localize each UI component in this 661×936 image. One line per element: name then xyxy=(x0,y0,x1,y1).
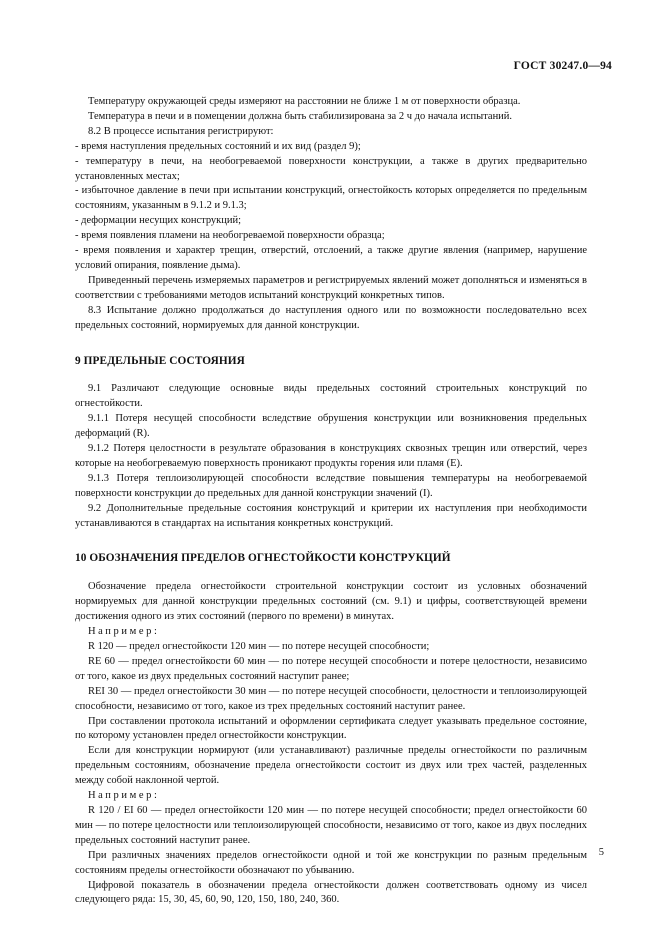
example-label: Например: xyxy=(88,626,160,638)
document-body xyxy=(75,95,587,908)
list-item: - деформации несущих конструкций; xyxy=(75,215,242,227)
paragraph: 8.2 В процессе испытания регистрируют: xyxy=(88,125,274,137)
list-item: - избыточное давление в печи при испытании конструкций, огнестойкость которых определяется по предельным состояниям, указанным в 9.1.2 и 9.1.3; xyxy=(75,185,587,212)
paragraph: Температуру окружающей среды измеряют на расстоянии не ближе 1 м от поверхности образца. xyxy=(88,96,521,107)
paragraph: REI 30 — предел огнестойкости 30 мин — по потере несущей способности, целостности и теплоизолирующей способности, независимо от того, какое из трех предельных состояний наступит ранее. xyxy=(75,685,587,712)
paragraph: R 120 — предел огнестойкости 120 мин — по потере несущей способности; xyxy=(88,641,430,652)
paragraph: 9.1.1 Потеря несущей способности вследствие обрушения конструкции или возникновения предельных деформаций (R). xyxy=(75,413,587,440)
paragraph: При различных значениях пределов огнестойкости одной и той же конструкции по разным предельным состояниям пределы огнестойкости обозначают по убыванию. xyxy=(75,849,587,876)
section-heading-9: 9 ПРЕДЕЛЬНЫЕ СОСТОЯНИЯ xyxy=(75,354,245,367)
paragraph: Приведенный перечень измеряемых параметров и регистрируемых явлений может дополняться и изменяться в соответствии с требованиями методов испытаний конструкций конкретных типов. xyxy=(75,274,587,301)
paragraph: R 120 / EI 60 — предел огнестойкости 120 мин — по потере несущей способности; предел огнестойкости 60 мин — по потере целостности или теплоизолирующей способности, независимо от того, какое из двух последних предельных состояний наступит ранее. xyxy=(75,804,587,846)
paragraph: Цифровой показатель в обозначении предела огнестойкости должен соответствовать одному из чисел следующего ряда: 15, 30, 45, 60, 90, 120, 150, 180, 240, 360. xyxy=(75,879,587,906)
example-label: Например: xyxy=(88,790,160,802)
paragraph: 9.1.3 Потеря теплоизолирующей способности вследствие повышения температуры на необогреваемой поверхности конструкции до предельных для данной конструкции значений (I). xyxy=(75,472,587,499)
paragraph: Температура в печи и в помещении должна быть стабилизирована за 2 ч до начала испытаний. xyxy=(88,110,513,122)
section-heading-10: 10 ОБОЗНАЧЕНИЯ ПРЕДЕЛОВ ОГНЕСТОЙКОСТИ КОНСТРУКЦИЙ xyxy=(75,552,451,565)
paragraph: 8.3 Испытание должно продолжаться до наступления одного или по возможности последовательно всех предельных состояний, нормируемых для данной конструкции. xyxy=(75,304,587,331)
list-item: - время наступления предельных состояний и их вид (раздел 9); xyxy=(75,140,361,152)
paragraph: RE 60 — предел огнестойкости 60 мин — по потере несущей способности и потере целостности, независимо от того, какое из двух предельных состояний наступит ранее; xyxy=(75,655,587,682)
page-number: 5 xyxy=(598,847,604,858)
paragraph: При составлении протокола испытаний и оформлении сертификата следует указывать предельное состояние, по которому установлен предел огнестойкости конструкции. xyxy=(75,715,587,742)
paragraph: 9.1 Различают следующие основные виды предельных состояний строительных конструкций по огнестойкости. xyxy=(75,383,587,410)
document-header-code: ГОСТ 30247.0—94 xyxy=(513,60,612,72)
paragraph: 9.2 Дополнительные предельные состояния конструкций и критерии их наступления при необходимости устанавливаются в стандартах на испытания конкретных конструкций. xyxy=(75,502,587,529)
paragraph: Обозначение предела огнестойкости строительной конструкции состоит из условных обозначений нормируемых для данной конструкции предельных состояний (см. 9.1) и цифры, соответствующей времени достижения одного из этих состояний (первого по времени) в минутах. xyxy=(75,581,587,623)
paragraph: 9.1.2 Потеря целостности в результате образования в конструкциях сквозных трещин или отверстий, через которые на необогреваемую поверхность проникают продукты горения или пламя (E). xyxy=(75,443,587,469)
list-item: - температуру в печи, на необогреваемой поверхности конструкции, а также в других предварительно установленных местах; xyxy=(75,155,587,182)
list-item: - время появления и характер трещин, отверстий, отслоений, а также другие явления (например, нарушение условий опирания, появление дыма). xyxy=(75,245,587,271)
paragraph: Если для конструкции нормируют (или устанавливают) различные пределы огнестойкости по различным предельным состояниям, обозначение предела огнестойкости состоит из двух или трех частей, разделенных между собой наклонной чертой. xyxy=(75,745,587,787)
list-item: - время появления пламени на необогреваемой поверхности образца; xyxy=(75,230,385,242)
